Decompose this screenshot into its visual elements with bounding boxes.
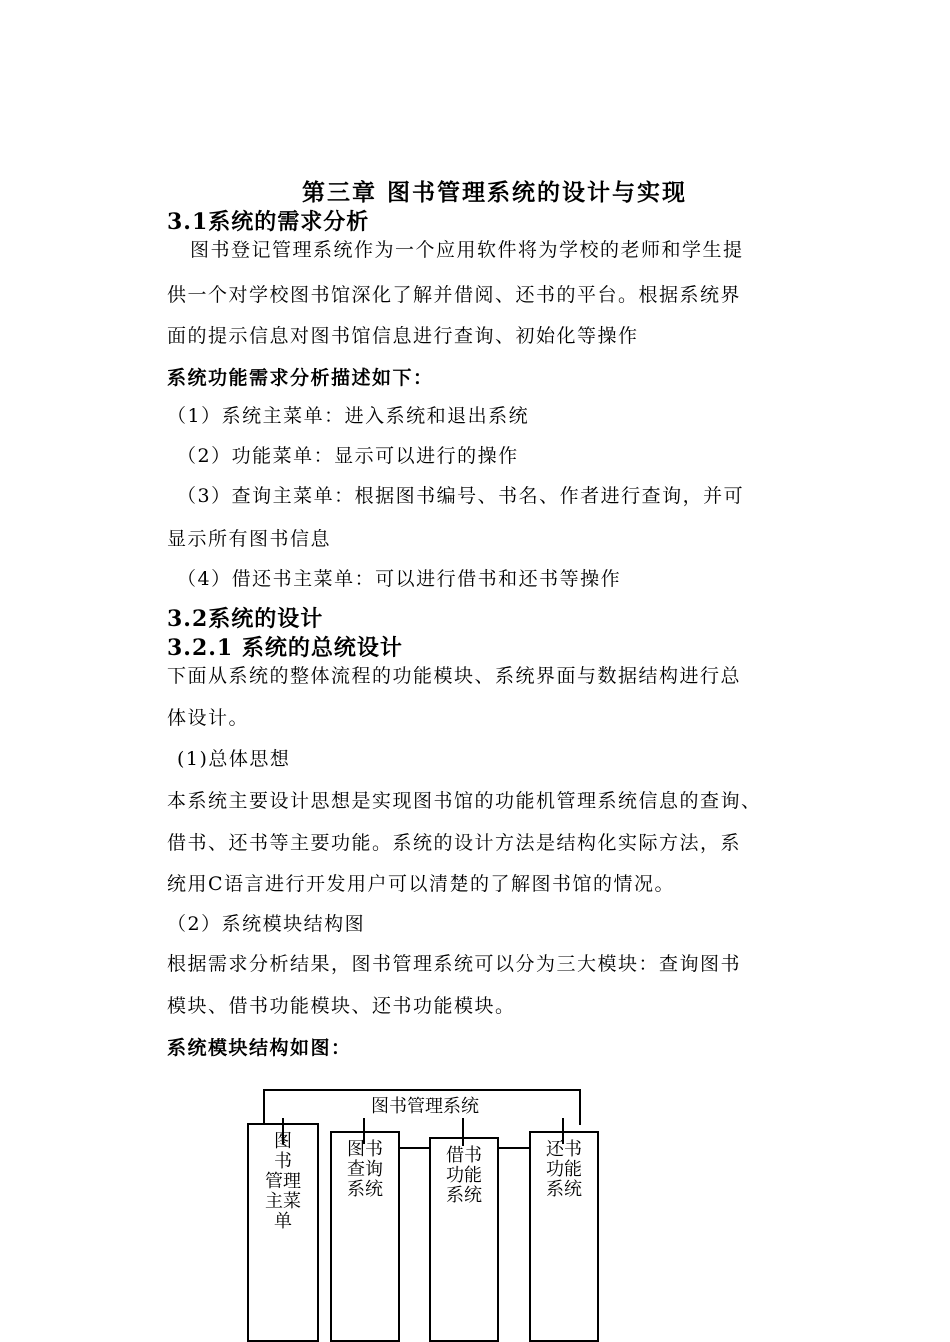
connector-line	[462, 1118, 464, 1146]
module-label: 图 书 管理 主菜 单	[265, 1131, 301, 1231]
paragraph-line: 下面从系统的整体流程的功能模块、系统界面与数据结构进行总	[167, 665, 742, 687]
list-item: （4）借还书主菜单：可以进行借书和还书等操作	[177, 568, 622, 590]
list-item: （2）功能菜单：显示可以进行的操作	[177, 445, 519, 467]
paragraph-line: 根据需求分析结果，图书管理系统可以分为三大模块：查询图书	[167, 953, 742, 975]
paragraph-line: 统用C语言进行开发用户可以清楚的了解图书馆的情况。	[167, 873, 676, 895]
subtitle-overall-idea: (1)总体思想	[177, 748, 291, 770]
list-item: （1）系统主菜单：进入系统和退出系统	[167, 405, 530, 427]
diagram-heading: 系统模块结构如图：	[167, 1037, 352, 1059]
list-item: （3）查询主菜单：根据图书编号、书名、作者进行查询，并可	[177, 485, 745, 507]
paragraph-line: 本系统主要设计思想是实现图书馆的功能机管理系统信息的查询、	[167, 790, 762, 812]
function-heading: 系统功能需求分析描述如下：	[167, 367, 434, 389]
module-label: 图书 查询 系统	[347, 1139, 383, 1199]
paragraph-line: 模块、借书功能模块、还书功能模块。	[167, 995, 516, 1017]
module-label: 还书 功能 系统	[546, 1139, 582, 1199]
subtitle-module-diagram: （2）系统模块结构图	[167, 913, 366, 935]
connector-line	[499, 1147, 529, 1149]
diagram-root-label: 图书管理系统	[371, 1096, 479, 1116]
connector-line	[400, 1147, 429, 1149]
section-3-2-1-heading: 3.2.1 系统的总统设计	[167, 635, 403, 661]
paragraph-line: 体设计。	[167, 707, 250, 729]
chapter-title: 第三章 图书管理系统的设计与实现	[302, 179, 688, 206]
module-label: 借书 功能 系统	[446, 1145, 482, 1205]
paragraph-line: 借书、还书等主要功能。系统的设计方法是结构化实际方法，系	[167, 832, 742, 854]
paragraph-line: 图书登记管理系统作为一个应用软件将为学校的老师和学生提	[190, 239, 744, 261]
connector-line	[579, 1089, 581, 1125]
paragraph-line: 面的提示信息对图书馆信息进行查询、初始化等操作	[167, 325, 639, 347]
connector-line	[263, 1089, 265, 1125]
section-3-1-heading: 3.1系统的需求分析	[167, 209, 370, 235]
list-item: 显示所有图书信息	[167, 528, 332, 550]
paragraph-line: 供一个对学校图书馆深化了解并借阅、还书的平台。根据系统界	[167, 284, 742, 306]
section-3-2-heading: 3.2系统的设计	[167, 606, 324, 632]
connector-line	[263, 1089, 581, 1091]
